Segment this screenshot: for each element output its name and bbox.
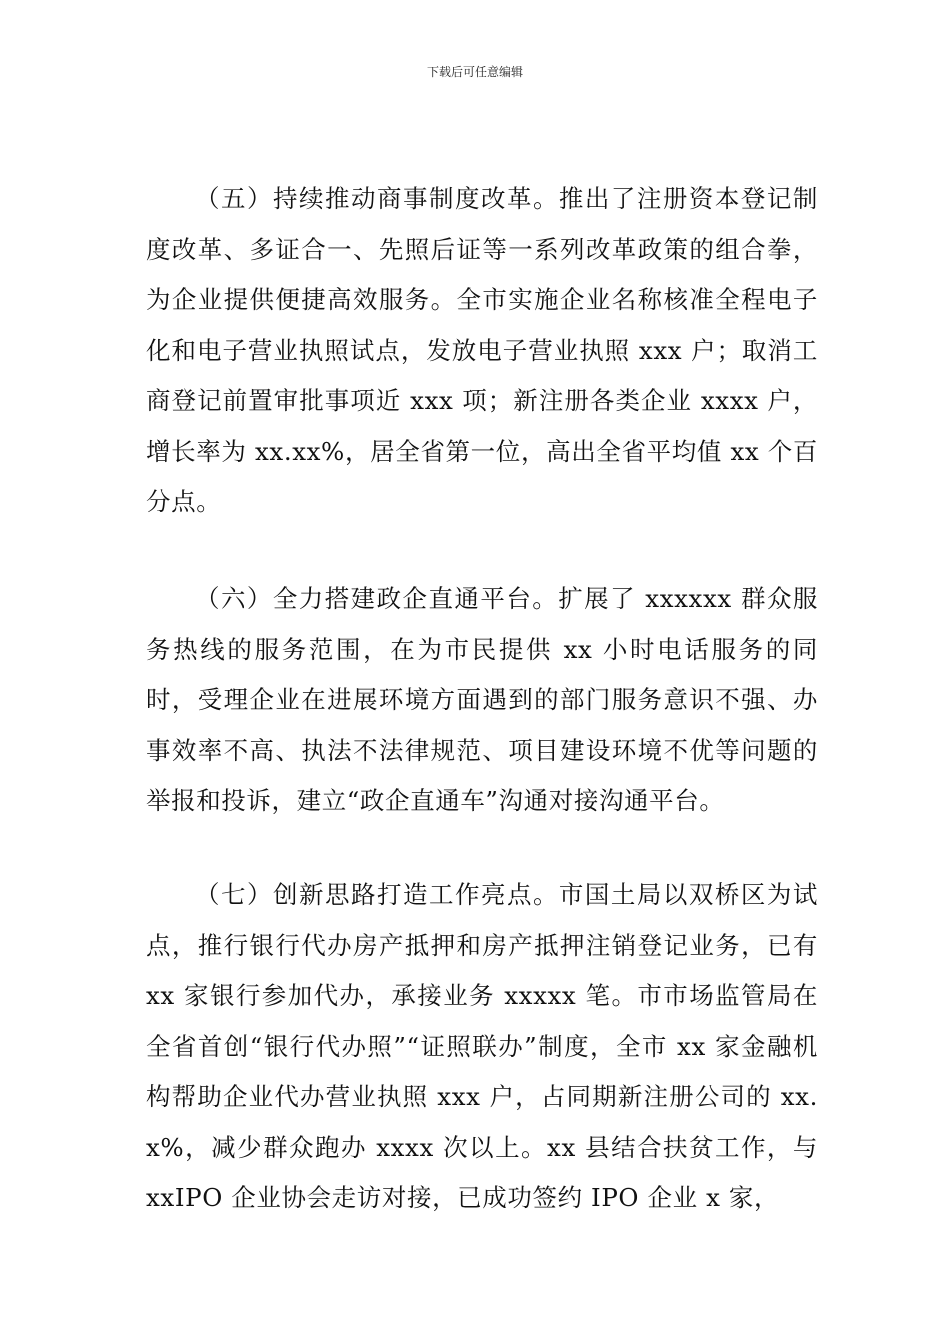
page-header-note: 下载后可任意编辑: [426, 65, 523, 79]
paragraph-five: （五）持续推动商事制度改革。推出了注册资本登记制度改革、多证合一、先照后证等一系列改革政策的组合拳，为企业提供便捷高效服务。全市实施企业名称核准全程电子化和电子营业执照试点，发放电子营业执照 xxx 户；取消工商登记前置审批事项近 xxx 项；新注册各类企业 xxxx 户，增长率为 xx.xx%，居全省第一位，高出全省平均值 xx 个百分点。: [146, 184, 818, 516]
paragraph-seven: （七）创新思路打造工作亮点。市国土局以双桥区为试点，推行银行代办房产抵押和房产抵押注销登记业务，已有 xx 家银行参加代办，承接业务 xxxxx 笔。市市场监管局在全省首创“银行代办照”“证照联办”制度，全市 xx 家金融机构帮助企业代办营业执照 xxx 户，占同期新注册公司的 xx.x%，减少群众跑办 xxxx 次以上。xx 县结合扶贫工作，与 xxIPO 企业协会走访对接，已成功签约 IPO 企业 x 家，: [146, 880, 818, 1212]
paragraph-six: （六）全力搭建政企直通平台。扩展了 xxxxxx 群众服务热线的服务范围，在为市民提供 xx 小时电话服务的同时，受理企业在进展环境方面遇到的部门服务意识不强、办事效率不高、执法不法律规范、项目建设环境不优等问题的举报和投诉，建立“政企直通车”沟通对接沟通平台。: [146, 584, 818, 815]
